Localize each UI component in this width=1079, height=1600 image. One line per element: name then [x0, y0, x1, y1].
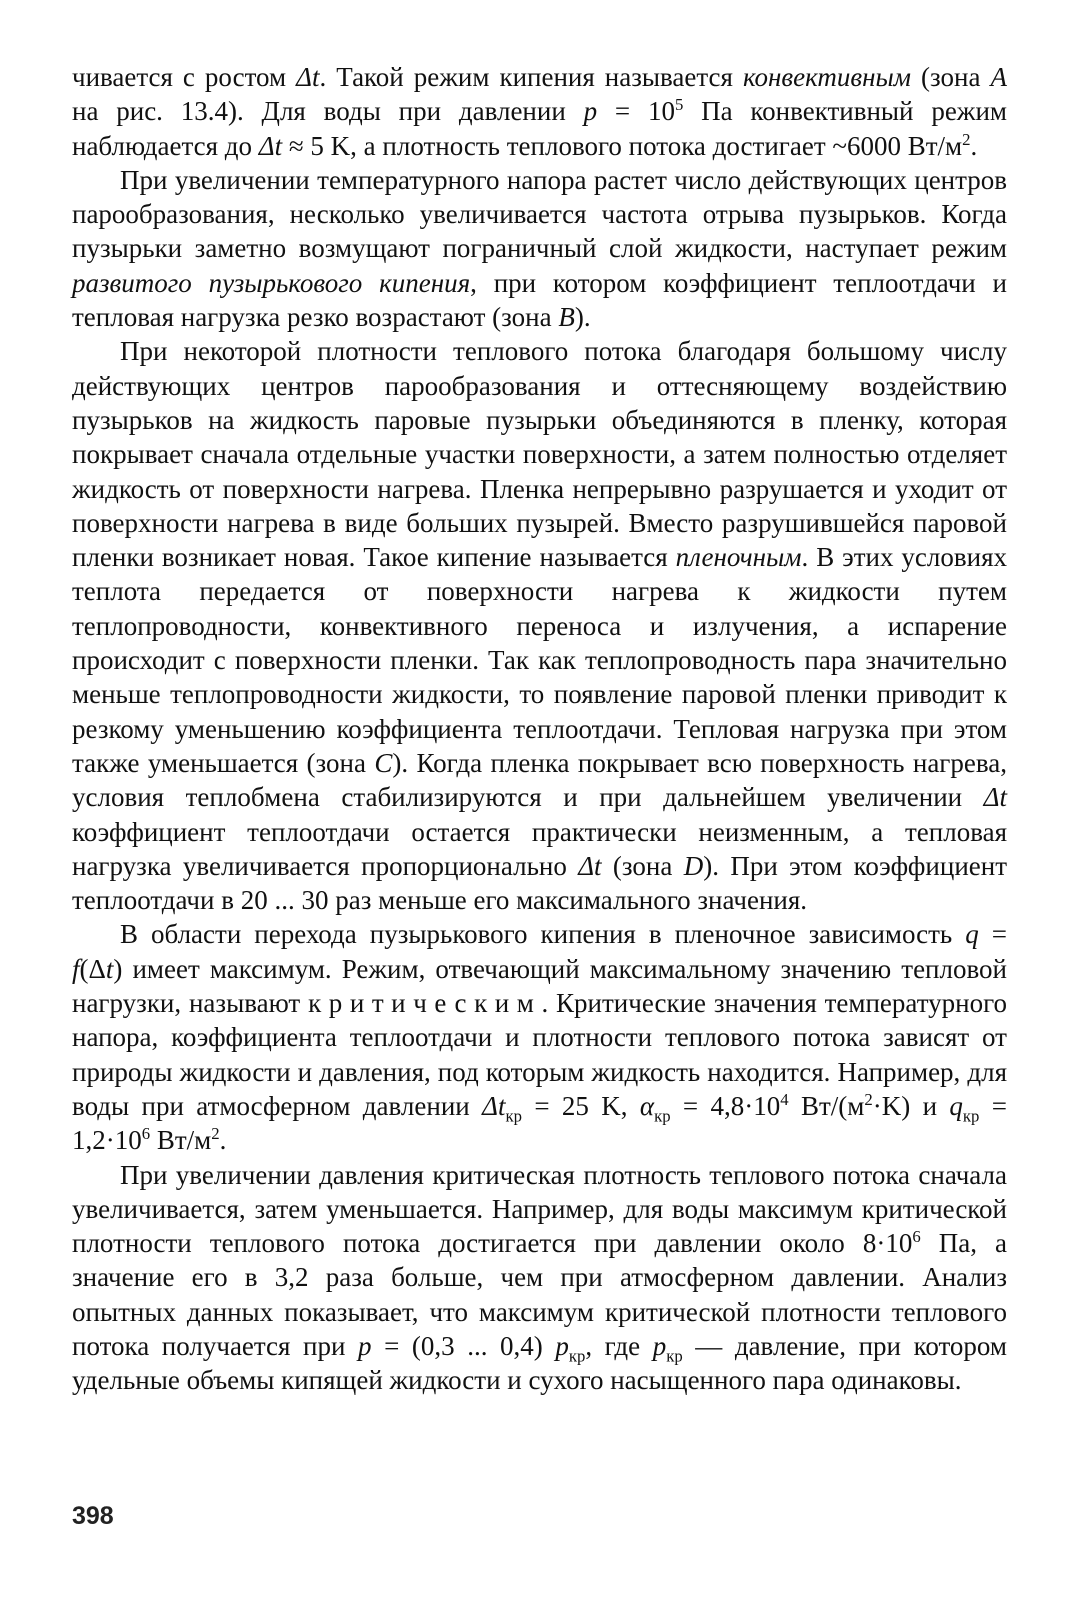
text-run: 6: [141, 1124, 151, 1144]
paragraph-1: [72, 60, 1007, 163]
text-run: 6: [912, 1227, 921, 1247]
text-run: = 1,2·10: [72, 1090, 1008, 1156]
text-run: В области перехода пузырькового кипения в пленочное зависимость: [120, 919, 966, 950]
text-run: развитого пузырькового кипения: [72, 267, 471, 298]
text-run: 2: [211, 1124, 220, 1144]
text-run: (зона: [601, 850, 684, 881]
text-run: , при котором коэффициент теплоотдачи и тепловая нагрузка резко возрастают (зона: [72, 267, 1007, 333]
text-run: ) имеет максимум. Режим, отвечающий максимальному значению тепловой нагрузки, называют: [72, 953, 1007, 1019]
text-run: 2: [864, 1089, 873, 1109]
text-run: Δt: [482, 1090, 506, 1121]
text-run: конвективным: [742, 62, 912, 92]
text-run: . Такой режим кипения называется: [319, 62, 743, 92]
text-run: α: [639, 1090, 655, 1121]
text-run: .: [970, 130, 978, 161]
text-run: . В этих условиях теплота передается от поверхности нагрева к жидкости путем теплопроводности, конвективного переноса и излучения, а испарение происходит с поверхности пленки. Так как теплопроводность пара значительно меньше теплопроводности жидкости, то появление паровой пленки приводит к резкому уменьшению коэффициента теплоотдачи. Тепловая нагрузка при этом также уменьшается (зона: [72, 542, 1008, 778]
paragraph-2: [72, 163, 1007, 334]
text-run: коэффициент теплоотдачи остается практически неизменным, а тепловая нагрузка увеличивается пропорционально: [72, 816, 1007, 881]
text-run: . Критические значения температурного напора, коэффициента теплоотдачи и плотности теплового потока зависят от природы жидкости и давления, под которым жидкость находится. Например, для воды при атмосферном давлении: [72, 988, 1007, 1121]
text-run: 5: [674, 95, 684, 115]
text-run: Δt: [258, 130, 283, 161]
text-run: критическим: [308, 988, 542, 1019]
text-run: ).: [574, 302, 591, 333]
text-run: кр: [505, 1106, 522, 1126]
text-run: p: [555, 1330, 569, 1361]
text-run: Вт/(м: [788, 1090, 865, 1121]
text-run: ≈ 5 K, а плотность теплового потока достигает ~6000 Вт/м: [282, 130, 963, 161]
text-run: кр: [568, 1346, 586, 1366]
text-run: B: [558, 302, 575, 333]
text-run: f: [72, 953, 80, 984]
text-run: p: [358, 1330, 372, 1361]
text-run: ). При этом коэффициент теплоотдачи в 20 ... 30 раз меньше его максимального значения.: [72, 850, 1007, 916]
text-run: 2: [962, 129, 971, 149]
text-run: Δt: [578, 850, 602, 881]
page-number: 398: [72, 1502, 114, 1530]
text-run: (Δ: [79, 953, 106, 984]
text-run: — давление, при котором удельные объемы кипящей жидкости и сухого насыщенного пара одинаковы.: [72, 1330, 1007, 1396]
text-run: на рис. 13.4). Для воды при давлении: [72, 96, 584, 127]
text-run: кр: [654, 1106, 671, 1126]
text-run: p: [583, 96, 598, 127]
text-run: t: [105, 953, 114, 984]
text-run: q: [949, 1090, 963, 1121]
text-run: пленочным: [675, 542, 802, 573]
text-run: При увеличении температурного напора растет число действующих центров парообразования, несколько увеличивается частота отрыва пузырьков. Когда пузырьки заметно возмущают пограничный слой жидкости, наступает режим: [72, 164, 1007, 264]
text-run: (зона: [911, 62, 991, 92]
text-run: Δt: [296, 62, 320, 92]
text-run: Па, а значение его в 3,2 раза больше, чем при атмосферном давлении. Анализ опытных данных показывает, что максимум критической плотности теплового потока получается при: [72, 1228, 1008, 1361]
text-run: =: [978, 919, 1007, 950]
text-run: При увеличении давления критическая плотность теплового потока сначала увеличивается, затем уменьшается. Например, для воды максимум критической плотности теплового потока достигается при давлении около 8·10: [72, 1159, 1007, 1259]
text-run: чивается с ростом: [72, 62, 297, 92]
text-run: q: [965, 919, 979, 950]
document-page: [72, 60, 1007, 1398]
text-run: = 10: [597, 96, 675, 127]
text-run: = 4,8·10: [670, 1090, 781, 1121]
text-run: .: [219, 1125, 227, 1156]
paragraph-3: [72, 334, 1007, 917]
text-run: ·K) и: [872, 1090, 950, 1121]
text-run: D: [683, 850, 704, 881]
text-run: , где: [585, 1330, 653, 1361]
text-run: C: [374, 747, 393, 778]
text-run: Вт/м: [150, 1125, 212, 1156]
paragraph-5: [72, 1158, 1007, 1398]
text-run: ). Когда пленка покрывает всю поверхность нагрева, условия теплобмена стабилизируются и при дальнейшем увеличении: [72, 747, 1007, 813]
text-run: = (0,3 ... 0,4): [371, 1330, 556, 1361]
text-run: кр: [962, 1106, 980, 1126]
text-run: p: [652, 1330, 667, 1361]
text-run: При некоторой плотности теплового потока благодаря большому числу действующих центров парообразования и оттесняющему воздействию пузырьков на жидкость паровые пузырьки объединяются в пленку, которая покрывает сначала отдельные участки поверхности, а затем полностью отделяет жидкость от поверхности нагрева. Пленка непрерывно разрушается и уходит от поверхности нагрева в виде больших пузырей. Вместо разрушившейся паровой пленки возникает новая. Такое кипение называется: [72, 336, 1007, 573]
text-run: = 25 K,: [521, 1090, 640, 1121]
text-run: кр: [666, 1346, 683, 1366]
text-run: Δt: [983, 782, 1007, 813]
text-run: Па конвективный режим наблюдается до: [72, 96, 1007, 161]
paragraph-4: [72, 917, 1007, 1157]
text-run: A: [990, 62, 1008, 92]
text-run: 4: [780, 1089, 789, 1109]
